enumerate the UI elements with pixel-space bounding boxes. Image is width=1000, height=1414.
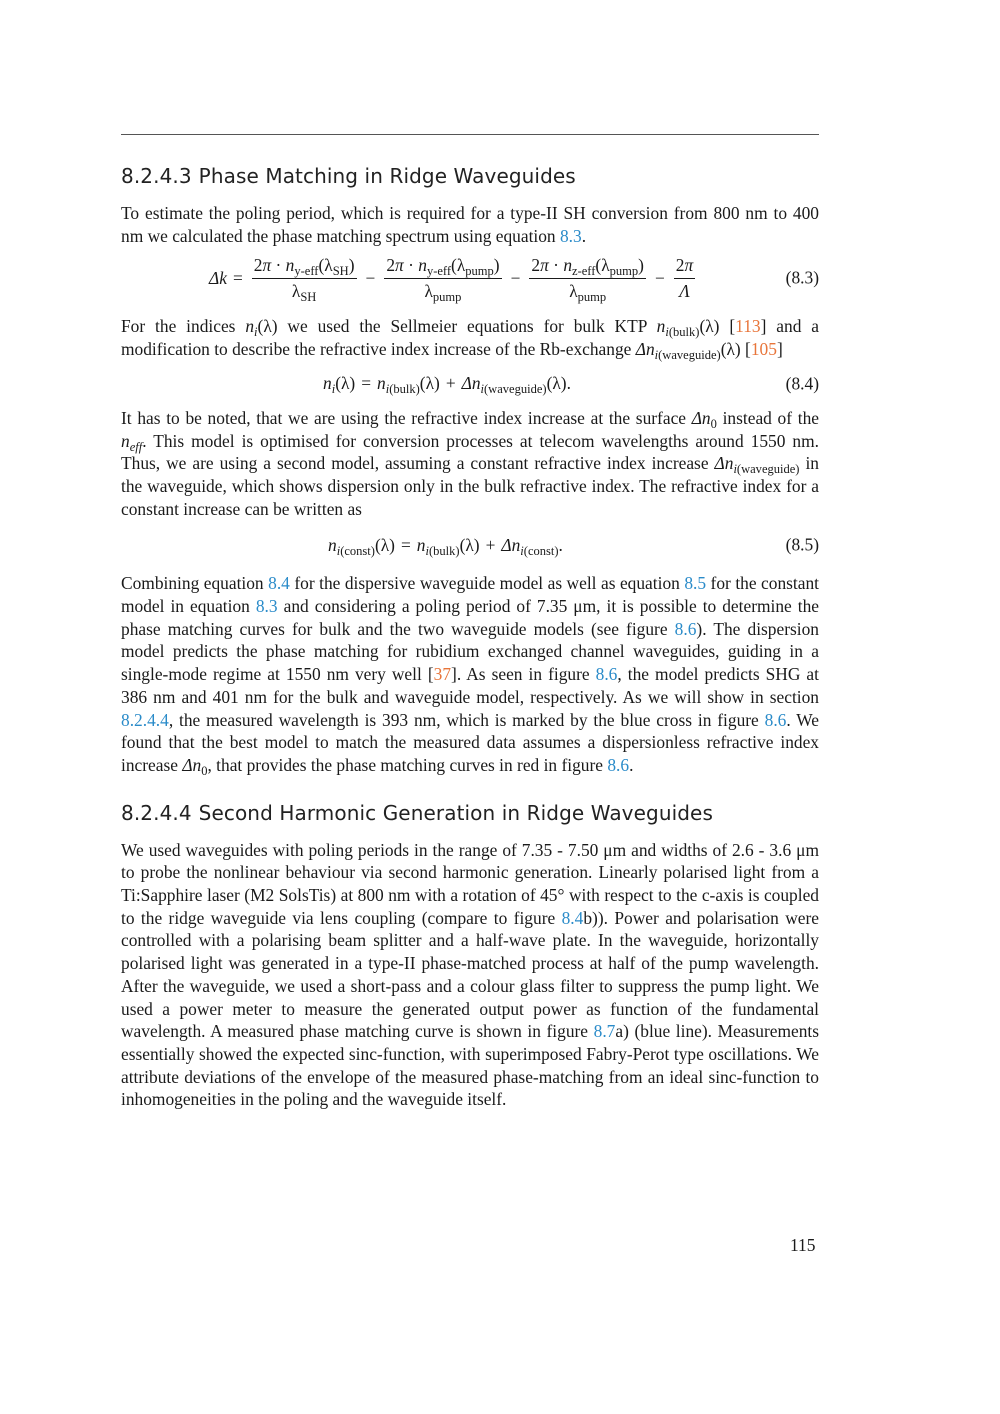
equation-number: (8.4) xyxy=(785,373,819,394)
equation-link[interactable]: 8.3 xyxy=(255,596,278,617)
figure-link[interactable]: 8.6 xyxy=(674,618,697,639)
figure-link[interactable]: 8.4 xyxy=(561,907,584,928)
paragraph-indices: For the indices $n_i(\lambda)$ we used the Sellmeier equations for bulk KTP $n_{i(bulk)}(\lambda)$ [113] and a modification to describe the refractive index increase of the Rb-exchange $\Delta n_{i(waveguide)}(\lambda)$ [105] xyxy=(121,316,819,362)
figure-link[interactable]: 8.6 xyxy=(595,664,618,685)
page-content xyxy=(121,164,819,1111)
paragraph-combining: Combining equation 8.4 for the dispersive waveguide model as well as equation 8.5 for the constant model in equation 8.3 and considering a poling period of 7.35 μm, it is possible to determine the phase matching curves for bulk and the two waveguide models (see figure 8.6). The dispersion model predicts the phase matching for rubidium exchanged channel waveguides, guiding in a single-mode regime at 1550 nm very well [37]. As seen in figure 8.6, the model predicts SHG at 386 nm and 401 nm for the bulk and waveguide model, respectively. As we will show in section 8.2.4.4, the measured wavelength is 393 nm, which is marked by the blue cross in figure 8.6. We found that the best model to match the measured data assumes a dispersionless refractive index increase $\Delta n_0$, that provides the phase matching curves in red in figure 8.6. xyxy=(121,573,820,778)
equation-8-3: Δk = $\frac{2\pi \cdot n_{y-eff}(\lambda_{SH})}{\lambda_{SH}}$ − $\frac{2\pi \cdot n_{y-eff}(\lambda_{pump})}{\lambda_{pump}}$ − $\frac{2\pi \cdot n_{z-eff}(\lambda_{pump})}{\lambda_{pump}}$ − $\frac{2\pi}{\Lambda}$ (8.3) xyxy=(209,254,819,304)
equation-link[interactable]: 8.3 xyxy=(559,225,582,246)
figure-link[interactable]: 8.7 xyxy=(593,1021,616,1042)
equation-number: (8.5) xyxy=(785,534,819,555)
equation-number: (8.3) xyxy=(785,267,819,288)
paragraph-intro: To estimate the poling period, which is required for a type-II SH conversion from 800 nm to 400 nm we calculated the phase matching spectrum using equation 8.3. xyxy=(121,203,819,246)
section-heading-8-2-4-4: 8.2.4.4 Second Harmonic Generation in Ridge Waveguides xyxy=(121,800,713,825)
equation-link[interactable]: 8.4 xyxy=(268,573,290,594)
page-number: 115 xyxy=(790,1235,816,1255)
citation-link[interactable]: 105 xyxy=(750,339,777,360)
citation-link[interactable]: 37 xyxy=(433,664,452,685)
figure-link[interactable]: 8.6 xyxy=(764,709,787,730)
header-rule xyxy=(121,134,819,135)
equation-8-5: $n_{i(const)}$ (λ) = $n_{i(bulk)}$ (λ) + $\Delta n_{i(const)}$ . (8.5) xyxy=(328,534,819,558)
section-link[interactable]: 8.2.4.4 xyxy=(121,709,169,730)
section-heading-8-2-4-3: 8.2.4.3 Phase Matching in Ridge Waveguides xyxy=(121,164,576,188)
paragraph-model: It has to be noted, that we are using the refractive index increase at the surface $\Delta n_0$ instead of the $n_{eff}$. This model is optimised for conversion processes at telecom wavelengths around 1550 nm. Thus, we are using a second model, assuming a constant refractive index increase $\Delta n_{i(waveguide)}$ in the waveguide, which shows dispersion only in the bulk refractive index. The refractive index for a constant increase can be written as xyxy=(121,407,819,519)
paragraph-shg: We used waveguides with poling periods in the range of 7.35 - 7.50 μm and widths of 2.6 - 3.6 μm to probe the nonlinear behaviour via second harmonic generation. Linearly polarised light from a Ti:Sapphire laser (M2 SolsTis) at 800 nm with a rotation of 45° with respect to the c-axis is coupled to the ridge waveguide via lens coupling (compare to figure 8.4b)). Power and polarisation were controlled with a polarising beam splitter and a half-wave plate. In the waveguide, horizontally polarised light was generated in a type-II phase-matched process at half of the pump wavelength. After the waveguide, we used a short-pass and a colour glass filter to suppress the pump light. We used a power meter to measure the generated output power as function of the fundamental wavelength. A measured phase matching curve is shown in figure 8.7a) (blue line). Measurements essentially showed the expected sinc-function, with superimposed Fabry-Perot type oscillations. We attribute deviations of the envelope of the measured phase-matching from an ideal sinc-function to inhomogeneities in the poling and the waveguide itself. xyxy=(121,839,820,1110)
equation-link[interactable]: 8.5 xyxy=(684,573,707,594)
figure-link[interactable]: 8.6 xyxy=(607,754,630,775)
equation-8-4: $n_i$ (λ) = $n_{i(bulk)}$ (λ) + $\Delta n_{i(waveguide)}$ (λ). (8.4) xyxy=(323,373,819,397)
citation-link[interactable]: 113 xyxy=(735,316,761,337)
